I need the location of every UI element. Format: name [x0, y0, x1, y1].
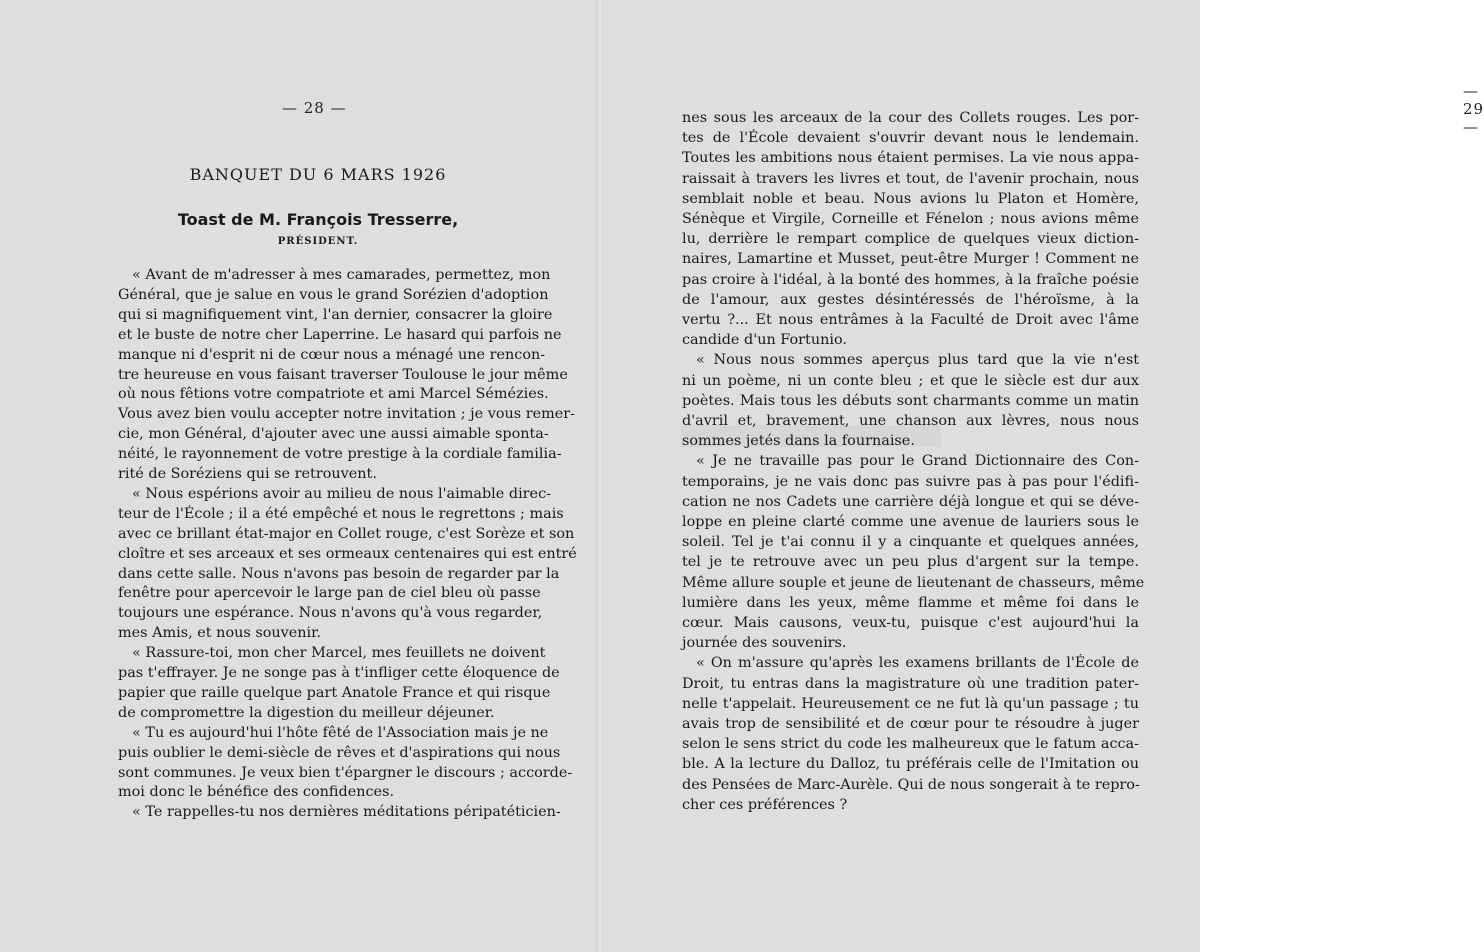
- page-number: — 28 —: [282, 99, 347, 117]
- text-line: puis oublier le demi-siècle de rêves et d'aspirations qui nous: [118, 744, 561, 761]
- text-line: temporains, je ne vais donc pas suivre pas à pas pour l'édifi-: [682, 473, 1139, 490]
- text-line: « Tu es aujourd'hui l'hôte fêté de l'Association mais je ne: [132, 724, 549, 741]
- text-line: cœur. Mais causons, veux-tu, puisque c'est aujourd'hui la: [682, 615, 1139, 631]
- text-line: Droit, tu entras dans la magistrature où une tradition pater-: [682, 675, 1139, 692]
- text-line: dans cette salle. Nous n'avons pas besoin de regarder par la: [118, 565, 560, 582]
- right-page: [601, 0, 1484, 952]
- text-line: Général, que je salue en vous le grand Sorézien d'adoption: [118, 286, 549, 303]
- text-line: pas t'effrayer. Je ne songe pas à t'infliger cette éloquence de: [118, 665, 560, 681]
- text-line: ni un poème, ni un conte bleu ; et que le siècle est dur aux: [682, 372, 1139, 389]
- toast-role: PRÉSIDENT.: [277, 236, 359, 247]
- text-line: sommes jetés dans la fournaise.: [682, 433, 915, 450]
- text-line: teur de l'École ; il a été empêché et nous le regrettons ; mais: [118, 505, 564, 522]
- left-page: [0, 0, 601, 952]
- text-line: « Nous nous sommes aperçus plus tard que la vie n'est: [696, 352, 1139, 369]
- text-line: « On m'assure qu'après les examens brillants de l'École de: [696, 655, 1139, 672]
- text-line: loppe en pleine clarté comme une avenue de lauriers sous le: [682, 514, 1139, 530]
- text-line: de l'amour, aux gestes désintéressés de l'héroïsme, à la: [682, 291, 1139, 308]
- text-line: toujours une espérance. Nous n'avons qu'à vous regarder,: [118, 605, 543, 622]
- text-line: vertu ?... Et nous entrâmes à la Faculté de Droit avec l'âme: [682, 312, 1139, 328]
- text-line: avais trop de sensibilité et de cœur pour te résoudre à juger: [682, 716, 1139, 732]
- text-line: cher ces préférences ?: [682, 796, 848, 813]
- text-line: « Je ne travaille pas pour le Grand Dictionnaire des Con-: [696, 453, 1139, 470]
- text-line: d'avril et, bravement, une chanson aux lèvres, nous nous: [682, 413, 1139, 429]
- text-line: rité de Soréziens qui se retrouvent.: [118, 466, 377, 482]
- text-line: « Rassure-toi, mon cher Marcel, mes feuillets ne doivent: [132, 645, 546, 662]
- text-line: nes sous les arceaux de la cour des Collets rouges. Les por-: [682, 110, 1139, 126]
- text-line: pas croire à l'idéal, à la bonté des hommes, à la fraîche poésie: [682, 271, 1139, 288]
- text-line: où nous fêtions votre compatriote et ami Marcel Sémézies.: [118, 386, 549, 403]
- text-line: lumière dans les yeux, même flamme et même foi dans le: [682, 594, 1139, 611]
- text-line: candide d'un Fortunio.: [682, 332, 847, 349]
- text-line: avec ce brillant état-major en Collet rouge, c'est Sorèze et son: [118, 525, 575, 542]
- text-line: fenêtre pour apercevoir le large pan de ciel bleu où passe: [118, 585, 541, 602]
- text-line: selon le sens strict du code les malheureux que le fatum acca-: [682, 736, 1139, 753]
- text-line: nelle t'appelait. Heureusement ce ne fut là qu'un passage ; tu: [682, 695, 1139, 712]
- text-line: cloître et ses arceaux et ses ormeaux centenaires qui est entré: [118, 545, 577, 562]
- banquet-heading: BANQUET DU 6 MARS 1926: [189, 165, 447, 184]
- text-line: tes de l'École devaient s'ouvrir devant nous le lendemain.: [682, 130, 1139, 147]
- text-line: Vous avez bien voulu accepter notre invitation ; je vous remer-: [118, 406, 576, 423]
- text-line: « Te rappelles-tu nos dernières méditations péripatéticien-: [132, 804, 561, 821]
- text-line: néité, le rayonnement de votre prestige à la cordiale familia-: [118, 446, 562, 463]
- text-line: de compromettre la digestion du meilleur déjeuner.: [118, 704, 495, 721]
- text-line: moi donc le bénéfice des confidences.: [118, 784, 395, 801]
- text-line: poètes. Mais tous les débuts sont charmants comme un matin: [682, 392, 1139, 409]
- text-line: des Pensées de Marc-Aurèle. Qui de nous songerait à te repro-: [682, 776, 1140, 793]
- text-line: Toutes les ambitions nous étaient permises. La vie nous appa-: [682, 150, 1139, 167]
- text-line: « Avant de m'adresser à mes camarades, permettez, mon: [132, 267, 551, 283]
- text-line: papier que raille quelque part Anatole France et qui risque: [118, 684, 551, 701]
- text-line: tre heureuse en vous faisant traverser Toulouse le jour même: [118, 366, 568, 383]
- text-line: mes Amis, et nous souvenir.: [118, 625, 322, 642]
- text-line: cie, mon Général, d'ajouter avec une aussi aimable sponta-: [118, 426, 549, 443]
- text-line: Même allure souple et jeune de lieutenant de chasseurs, même: [682, 574, 1145, 591]
- text-line: semblait noble et beau. Nous avions lu Platon et Homère,: [682, 190, 1139, 207]
- text-line: « Nous espérions avoir au milieu de nous l'aimable direc-: [132, 485, 551, 502]
- text-line: manque ni d'esprit ni de cœur nous a ménagé une rencon-: [118, 346, 546, 363]
- text-line: cation ne nos Cadets une carrière déjà longue et qui se déve-: [682, 493, 1139, 510]
- text-line: qui si magnifiquement vint, l'an dernier, consacrer la gloire: [118, 306, 553, 323]
- page-number: — 29 —: [1463, 82, 1484, 136]
- text-line: tel je te retrouve avec un peu plus d'argent sur la tempe.: [682, 554, 1139, 571]
- text-line: raissait à travers les livres et tout, de l'avenir prochain, nous: [682, 170, 1139, 187]
- text-line: journée des souvenirs.: [682, 635, 847, 652]
- text-line: lu, derrière le rempart complice de quelques vieux diction-: [682, 231, 1139, 248]
- toast-title: Toast de M. François Tresserre,: [177, 210, 459, 229]
- text-line: naires, Lamartine et Musset, peut-être Murger ! Comment ne: [682, 251, 1139, 268]
- text-line: et le buste de notre cher Laperrine. Le hasard qui parfois ne: [118, 326, 562, 343]
- text-line: Sénèque et Virgile, Corneille et Fénelon ; nous avions même: [682, 211, 1139, 227]
- text-line: soleil. Tel je t'ai connu il y a cinquante et quelques années,: [682, 534, 1139, 551]
- text-line: ble. A la lecture du Dalloz, tu préférais celle de l'Imitation ou: [682, 756, 1139, 773]
- text-line: sont communes. Je veux bien t'épargner le discours ; accorde-: [118, 764, 573, 781]
